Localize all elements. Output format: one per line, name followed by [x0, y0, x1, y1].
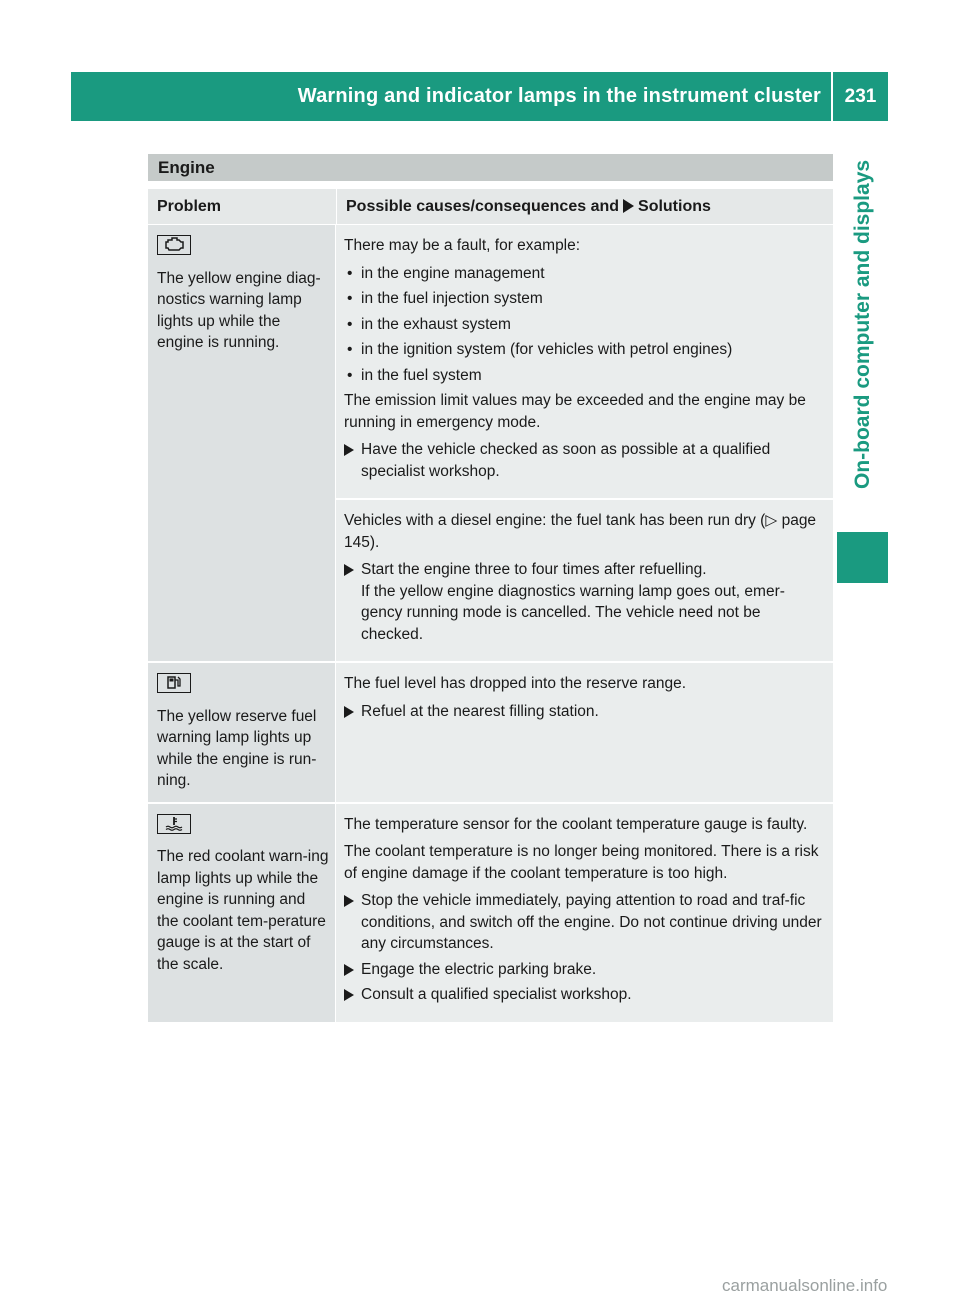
arrow-right-icon — [623, 199, 634, 213]
problem-cell — [148, 804, 336, 1022]
step-text: Have the vehicle checked as soon as possible at a qualified specialist workshop. — [361, 441, 771, 480]
chapter-marker — [837, 532, 888, 583]
step-text: Stop the vehicle immediately, paying attention to road and traf-fic conditions, and switch off the engine. Do not continue driving under any circumstances. — [361, 892, 822, 952]
step-text: Engage the electric parking brake. — [361, 960, 597, 978]
coolant-temperature-icon — [157, 814, 191, 834]
fuel-pump-icon — [157, 673, 191, 693]
solution-block — [336, 663, 833, 738]
bullet-item: • in the exhaust system — [344, 314, 825, 336]
table-header-row — [148, 189, 833, 225]
solution-intro: There may be a fault, for example: — [344, 237, 581, 254]
action-step — [344, 959, 825, 981]
solutions-cell — [336, 663, 833, 802]
column-header-problem: Problem — [148, 189, 337, 224]
column-header-solutions-b: Solutions — [638, 198, 711, 215]
table-row — [148, 804, 833, 1024]
table-row — [148, 663, 833, 804]
problem-cell — [148, 225, 336, 661]
watermark-text: carmanualsonline.info — [722, 1276, 888, 1295]
engine-icon — [157, 235, 191, 255]
arrow-right-icon — [344, 989, 354, 1001]
solution-block — [336, 225, 833, 498]
problem-text: The yellow reserve fuel warning lamp lights up while the engine is run-ning. — [157, 707, 317, 789]
chapter-side-tab — [837, 121, 888, 583]
action-step — [344, 559, 825, 645]
bullet-item: • in the ignition system (for vehicles with petrol engines) — [344, 339, 825, 361]
table-row — [148, 225, 833, 663]
engine-table — [148, 154, 833, 1024]
action-step — [344, 984, 825, 1006]
chapter-title: On-board computer and displays — [850, 159, 874, 489]
arrow-right-icon — [344, 564, 354, 576]
solutions-cell — [336, 804, 833, 1022]
solution-text: The emission limit values may be exceeded and the engine may be running in emergency mode. — [344, 392, 806, 431]
problem-text: The red coolant warn-ing lamp lights up while the engine is running and the coolant tem-perature gauge is at the start of the scale. — [157, 848, 329, 973]
solutions-cell — [336, 225, 833, 661]
solution-text: The coolant temperature is no longer being monitored. There is a risk of engine damage if the coolant temperature is too high. — [344, 843, 819, 882]
solution-block — [336, 804, 833, 1022]
bullet-item: • in the fuel system — [344, 365, 825, 387]
arrow-right-icon — [344, 964, 354, 976]
table-title: Engine — [148, 154, 833, 181]
solution-intro: Vehicles with a diesel engine: the fuel tank has been run dry (▷ page 145). — [344, 512, 817, 551]
problem-cell — [148, 663, 336, 802]
step-text: Refuel at the nearest filling station. — [361, 702, 599, 720]
header-title: Warning and indicator lamps in the instrument cluster — [297, 85, 821, 107]
page-header — [71, 72, 888, 121]
arrow-right-icon — [344, 895, 354, 907]
arrow-right-icon — [344, 444, 354, 456]
page-number: 231 — [844, 86, 877, 107]
action-step — [344, 890, 825, 955]
bullet-item: • in the fuel injection system — [344, 288, 825, 310]
solution-intro: The fuel level has dropped into the reserve range. — [344, 675, 687, 692]
column-header-solutions — [337, 189, 833, 224]
solution-intro: The temperature sensor for the coolant temperature gauge is faulty. — [344, 815, 808, 833]
problem-text: The yellow engine diag-nostics warning lamp lights up while the engine is running. — [157, 269, 321, 351]
step-text: Consult a qualified specialist workshop. — [361, 986, 632, 1003]
step-note: If the yellow engine diagnostics warning lamp goes out, emer-gency running mode is cancelled. The vehicle need not be checked. — [361, 582, 785, 643]
column-header-solutions-a: Possible causes/consequences and — [346, 198, 620, 215]
action-step — [344, 439, 825, 482]
solution-block — [336, 498, 833, 661]
arrow-right-icon — [344, 706, 354, 718]
bullet-item: • in the engine management — [344, 263, 825, 285]
action-step — [344, 701, 825, 723]
step-text: Start the engine three to four times after refuelling. — [361, 561, 707, 578]
